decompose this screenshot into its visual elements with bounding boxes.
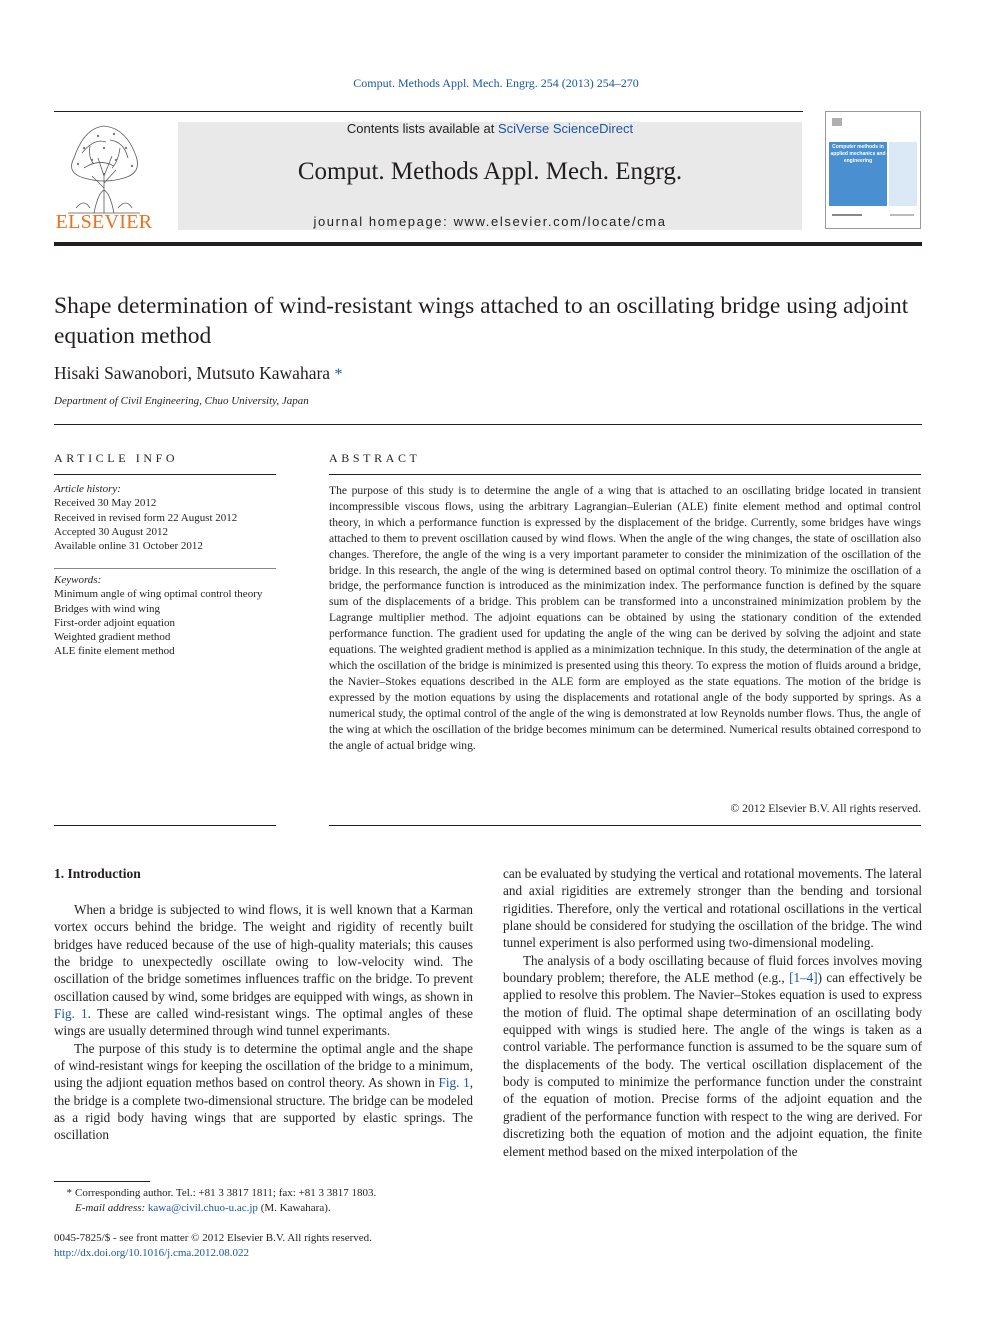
history-item: Accepted 30 August 2012 [54,525,168,538]
contents-prefix: Contents lists available at [346,121,498,136]
article-info-heading: ARTICLE INFO [54,451,179,465]
homepage-url[interactable]: www.elsevier.com/locate/cma [453,214,667,229]
tree-icon [54,118,154,218]
paragraph: When a bridge is subjected to wind flows, it is well known that a Karman vortex occurs behind the bridge. The weight and rigidity of recently built bridges have reduced because of the use of high-quality materials; this causes the bridge to unexpectedly oscillate owing to low-velocity wind. The oscillation of the bridge sometimes influences traffic on the bridge. To prevent oscillation caused by wind, some bridges are equipped with wings, as shown in Fig. 1. These are called wind-resistant wings. The optimal angles of these wings are usually determined through wind tunnel experimants. [54,902,473,1039]
keyword-item: Weighted gradient method [54,631,171,644]
divider [54,568,276,569]
issn-block [54,1231,372,1260]
history-label: Article history: [54,483,121,495]
keyword-item: First-order adjoint equation [54,616,175,629]
abstract-text: The purpose of this study is to determine the angle of a wing that is attached to an oscillating bridge located in transient incompressible viscous flows, using the arbitrary Lagrangian–Eulerian (ALE) finite element method and optimal control theory, in which a performance function is expressed by the displacement of the bridge. Currently, some bridges have wings attached to them to prevent oscillation caused by wind flows. When the angle of the wing changes, the state of oscillation also changes. Therefore, the angle of the wing is a very important parameter to consider the minimization of the oscillation of the bridge. In this research, the angle of the wing is determined based on optimal control theory. To minimize the oscillation of a bridge, the performance function is introduced as the minimization index. The performance function is defined by the square sum of the displacements of a bridge. This problem can be transformed into a unconstrained minimization problem by the Lagrange multiplier method. The adjoint equations can be obtained by using the stationary condition of the extended performance function. The gradient used for updating the angle of the wing can be derived by solving the adjoint and state equations. The weighted gradient method is applied as a minimization technique. In this study, the determination of the angle at which the oscillation of the bridge is minimized is presented using this theory. To express the motion of fluids around a bridge, the Navier–Stokes equations described in the ALE form are employed as the state equations. The motion of the bridge is expressed by the motion equations by using the displacements and rotational angle of the body supported by springs. As a numerical study, the optimal control of the angle of the wing is demonstrated at low Reynolds number flows. Thus, the angle of the wing at which the oscillation of the bridge becomes minimum can be determined. Numerical results obtained correspond to the angle of actual bridge wing. [329,484,921,752]
email-link[interactable]: kawa@civil.chuo-u.ac.jp [147,1201,258,1214]
divider [329,825,921,826]
journal-cover-thumbnail [825,111,921,229]
footnote [54,1186,473,1215]
body-column-right [503,865,922,1160]
publisher-logo-text: ELSEVIER [55,211,153,233]
history-item: Received 30 May 2012 [54,497,157,510]
divider [54,474,276,475]
cover-side-panel [889,142,917,206]
section-heading-introduction: 1. Introduction [54,866,141,881]
email-label: E-mail address: [75,1201,148,1214]
issn-line: 0045-7825/$ - see front matter © 2012 Elsevier B.V. All rights reserved. [54,1232,372,1244]
corresponding-author-note: * Corresponding author. Tel.: +81 3 3817 1811; fax: +81 3 3817 1803. [54,1186,473,1201]
email-note: E-mail address: kawa@civil.chuo-u.ac.jp (M. Kawahara). [75,1201,331,1214]
doi-link[interactable]: http://dx.doi.org/10.1016/j.cma.2012.08.022 [54,1246,250,1259]
keyword-item: ALE finite element method [54,645,175,658]
abstract-copyright: © 2012 Elsevier B.V. All rights reserved. [730,802,921,815]
history-item: Available online 31 October 2012 [54,540,203,553]
footnote-mark: * [66,1187,72,1199]
cover-logo [832,118,842,126]
affiliation: Department of Civil Engineering, Chuo University, Japan [54,395,309,407]
homepage-line [178,214,802,229]
article-title: Shape determination of wind-resistant wings attached to an oscillating bridge using adjoint equation method [54,293,909,349]
cover-footer-line-2 [890,214,914,216]
elsevier-logo [54,118,154,236]
paragraph: can be evaluated by studying the vertical and rotational movements. The lateral and axial rigidities are extremely stronger than the bending and torsional rigidities. Therefore, only the vertical and rotational oscillations in the vertical plane should be considered for studying the oscillation of the bridge. The wind tunnel experiment is also performed using two-dimensional modeling. [503,866,922,951]
keywords [54,573,276,659]
authors: Hisaki Sawanobori, Mutsuto Kawahara [54,363,331,383]
figure-link[interactable]: Fig. 1 [54,1006,88,1022]
history-item: Received in revised form 22 August 2012 [54,511,238,524]
author-list [54,363,342,384]
cover-text: Computer methods in applied mechanics and engineering [830,144,886,164]
journal-reference[interactable]: Comput. Methods Appl. Mech. Engrg. 254 (2013) 254–270 [353,76,639,90]
footnote-rule [54,1181,150,1182]
figure-link[interactable]: Fig. 1 [438,1075,470,1091]
paragraph: The analysis of a body oscillating because of fluid forces involves moving boundary problem; therefore, the ALE method (e.g., [1–4]) can effectively be applied to resolve this problem. The Navier–Stokes equation is used to express the motion of fluid. The optimal shape determination of an oscillating body equipped with wings is studied here. The angle of the wings is taken as a control variable. The performance function is assumed to be the square sum of the displacements of the body. The vertical oscillation displacement of the body is computed to minimize the performance function under the constraint of the equation of motion. Precise forms of the adjoint equation and the gradient of the performance function with respect to the wing are derived. For discretizing both the equation of motion and the adjoint equation, the finite element method based on the mixed interpolation of the [503,952,922,1159]
header-top-rule [54,111,803,112]
divider [329,474,921,475]
cover-footer-line [832,214,862,216]
keyword-item: Bridges with wind wing [54,602,161,615]
abstract-heading: ABSTRACT [329,451,421,465]
header-thick-rule [54,242,922,246]
paragraph: The purpose of this study is to determine the optimal angle and the shape of wind-resistant wings for keeping the oscillation of the bridge to a minimum, using the adjiont equation methos based on control theory. As shown in Fig. 1, the bridge is a complete two-dimensional structure. The bridge can be modeled as a rigid body having wings that are supported by elastic springs. The oscillation [54,1040,474,1143]
divider [54,825,276,826]
corresponding-author-mark[interactable]: * [334,366,343,383]
keyword-item: Minimum angle of wing optimal control theory [54,588,263,601]
homepage-prefix: journal homepage: [313,214,454,229]
article-history [54,482,276,553]
contents-line [178,122,802,136]
cover-title-panel [829,142,887,206]
sciencedirect-link[interactable]: SciVerse ScienceDirect [497,121,634,136]
body-column-left [54,901,473,1144]
journal-title: Comput. Methods Appl. Mech. Engrg. [297,158,683,185]
citation-link[interactable]: [1–4] [789,970,818,986]
divider [54,424,922,425]
keywords-label: Keywords: [54,574,102,586]
journal-header-box [178,122,802,230]
